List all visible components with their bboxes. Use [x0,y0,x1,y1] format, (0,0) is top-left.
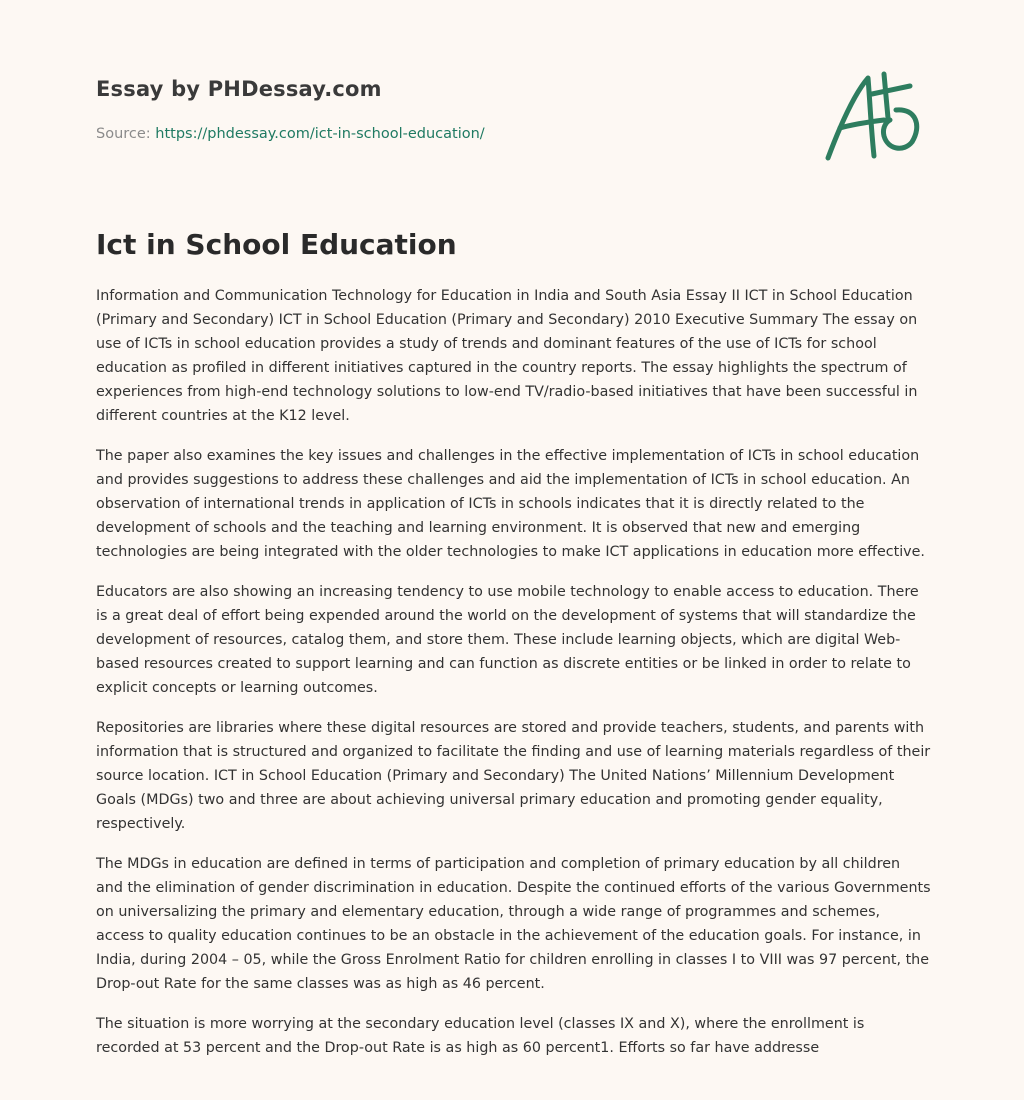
source-link[interactable]: https://phdessay.com/ict-in-school-education/ [155,126,485,142]
essay-paragraph: The situation is more worrying at the secondary education level (classes IX and X), where the enrollment is recorded at 53 percent and the Drop-out Rate is as high as 60 percent1. Efforts so far have addresse [96,1016,865,1056]
source-label: Source: [96,126,156,142]
source-line [96,124,796,144]
essay-paragraph: The MDGs in education are defined in terms of participation and completion of primary education by all children and the elimination of gender discrimination in education. Despite the continued efforts of the various Governments on universalizing the primary and elementary education, through a wide range of programmes and schemes, access to quality education continues to be an obstacle in the achievement of the education goals. For instance, in India, during 2004 – 05, while the Gross Enrolment Ratio for children enrolling in classes I to VIII was 97 percent, the Drop-out Rate for the same classes was as high as 46 percent. [96,856,931,992]
essay-header [96,74,796,144]
essay-title: Ict in School Education [96,228,457,261]
a-plus-grade-icon [818,66,930,166]
essay-paragraph: The paper also examines the key issues and challenges in the effective implementation of ICTs in school education and provides suggestions to address these challenges and aid the implementation of ICTs in school education. An observation of international trends in application of ICTs in schools indicates that it is directly related to the development of schools and the teaching and learning environment. It is observed that new and emerging technologies are being integrated with the older technologies to make ICT applications in education more effective. [96,448,925,560]
essay-paragraph: Educators are also showing an increasing tendency to use mobile technology to enable access to education. There is a great deal of effort being expended around the world on the development of systems that will standardize the development of resources, catalog them, and store them. These include learning objects, which are digital Web-based resources created to support learning and can function as discrete entities or be linked in order to relate to explicit concepts or learning outcomes. [96,584,919,696]
essay-body [96,284,931,1076]
essay-paragraph: Information and Communication Technology for Education in India and South Asia Essay II ICT in School Education (Primary and Secondary) ICT in School Education (Primary and Secondary) 2010 Executive Summary The essay on use of ICTs in school education provides a study of trends and dominant features of the use of ICTs for school education as profiled in different initiatives captured in the country reports. The essay highlights the spectrum of experiences from high-end technology solutions to low-end TV/radio-based initiatives that have been successful in different countries at the K12 level. [96,288,918,424]
essay-paragraph: Repositories are libraries where these digital resources are stored and provide teachers, students, and parents with information that is structured and organized to facilitate the finding and use of learning materials regardless of their source location. ICT in School Education (Primary and Secondary) The United Nations’ Millennium Development Goals (MDGs) two and three are about achieving universal primary education and promoting gender equality, respectively. [96,720,931,832]
brand-title: Essay by PHDessay.com [96,77,382,101]
